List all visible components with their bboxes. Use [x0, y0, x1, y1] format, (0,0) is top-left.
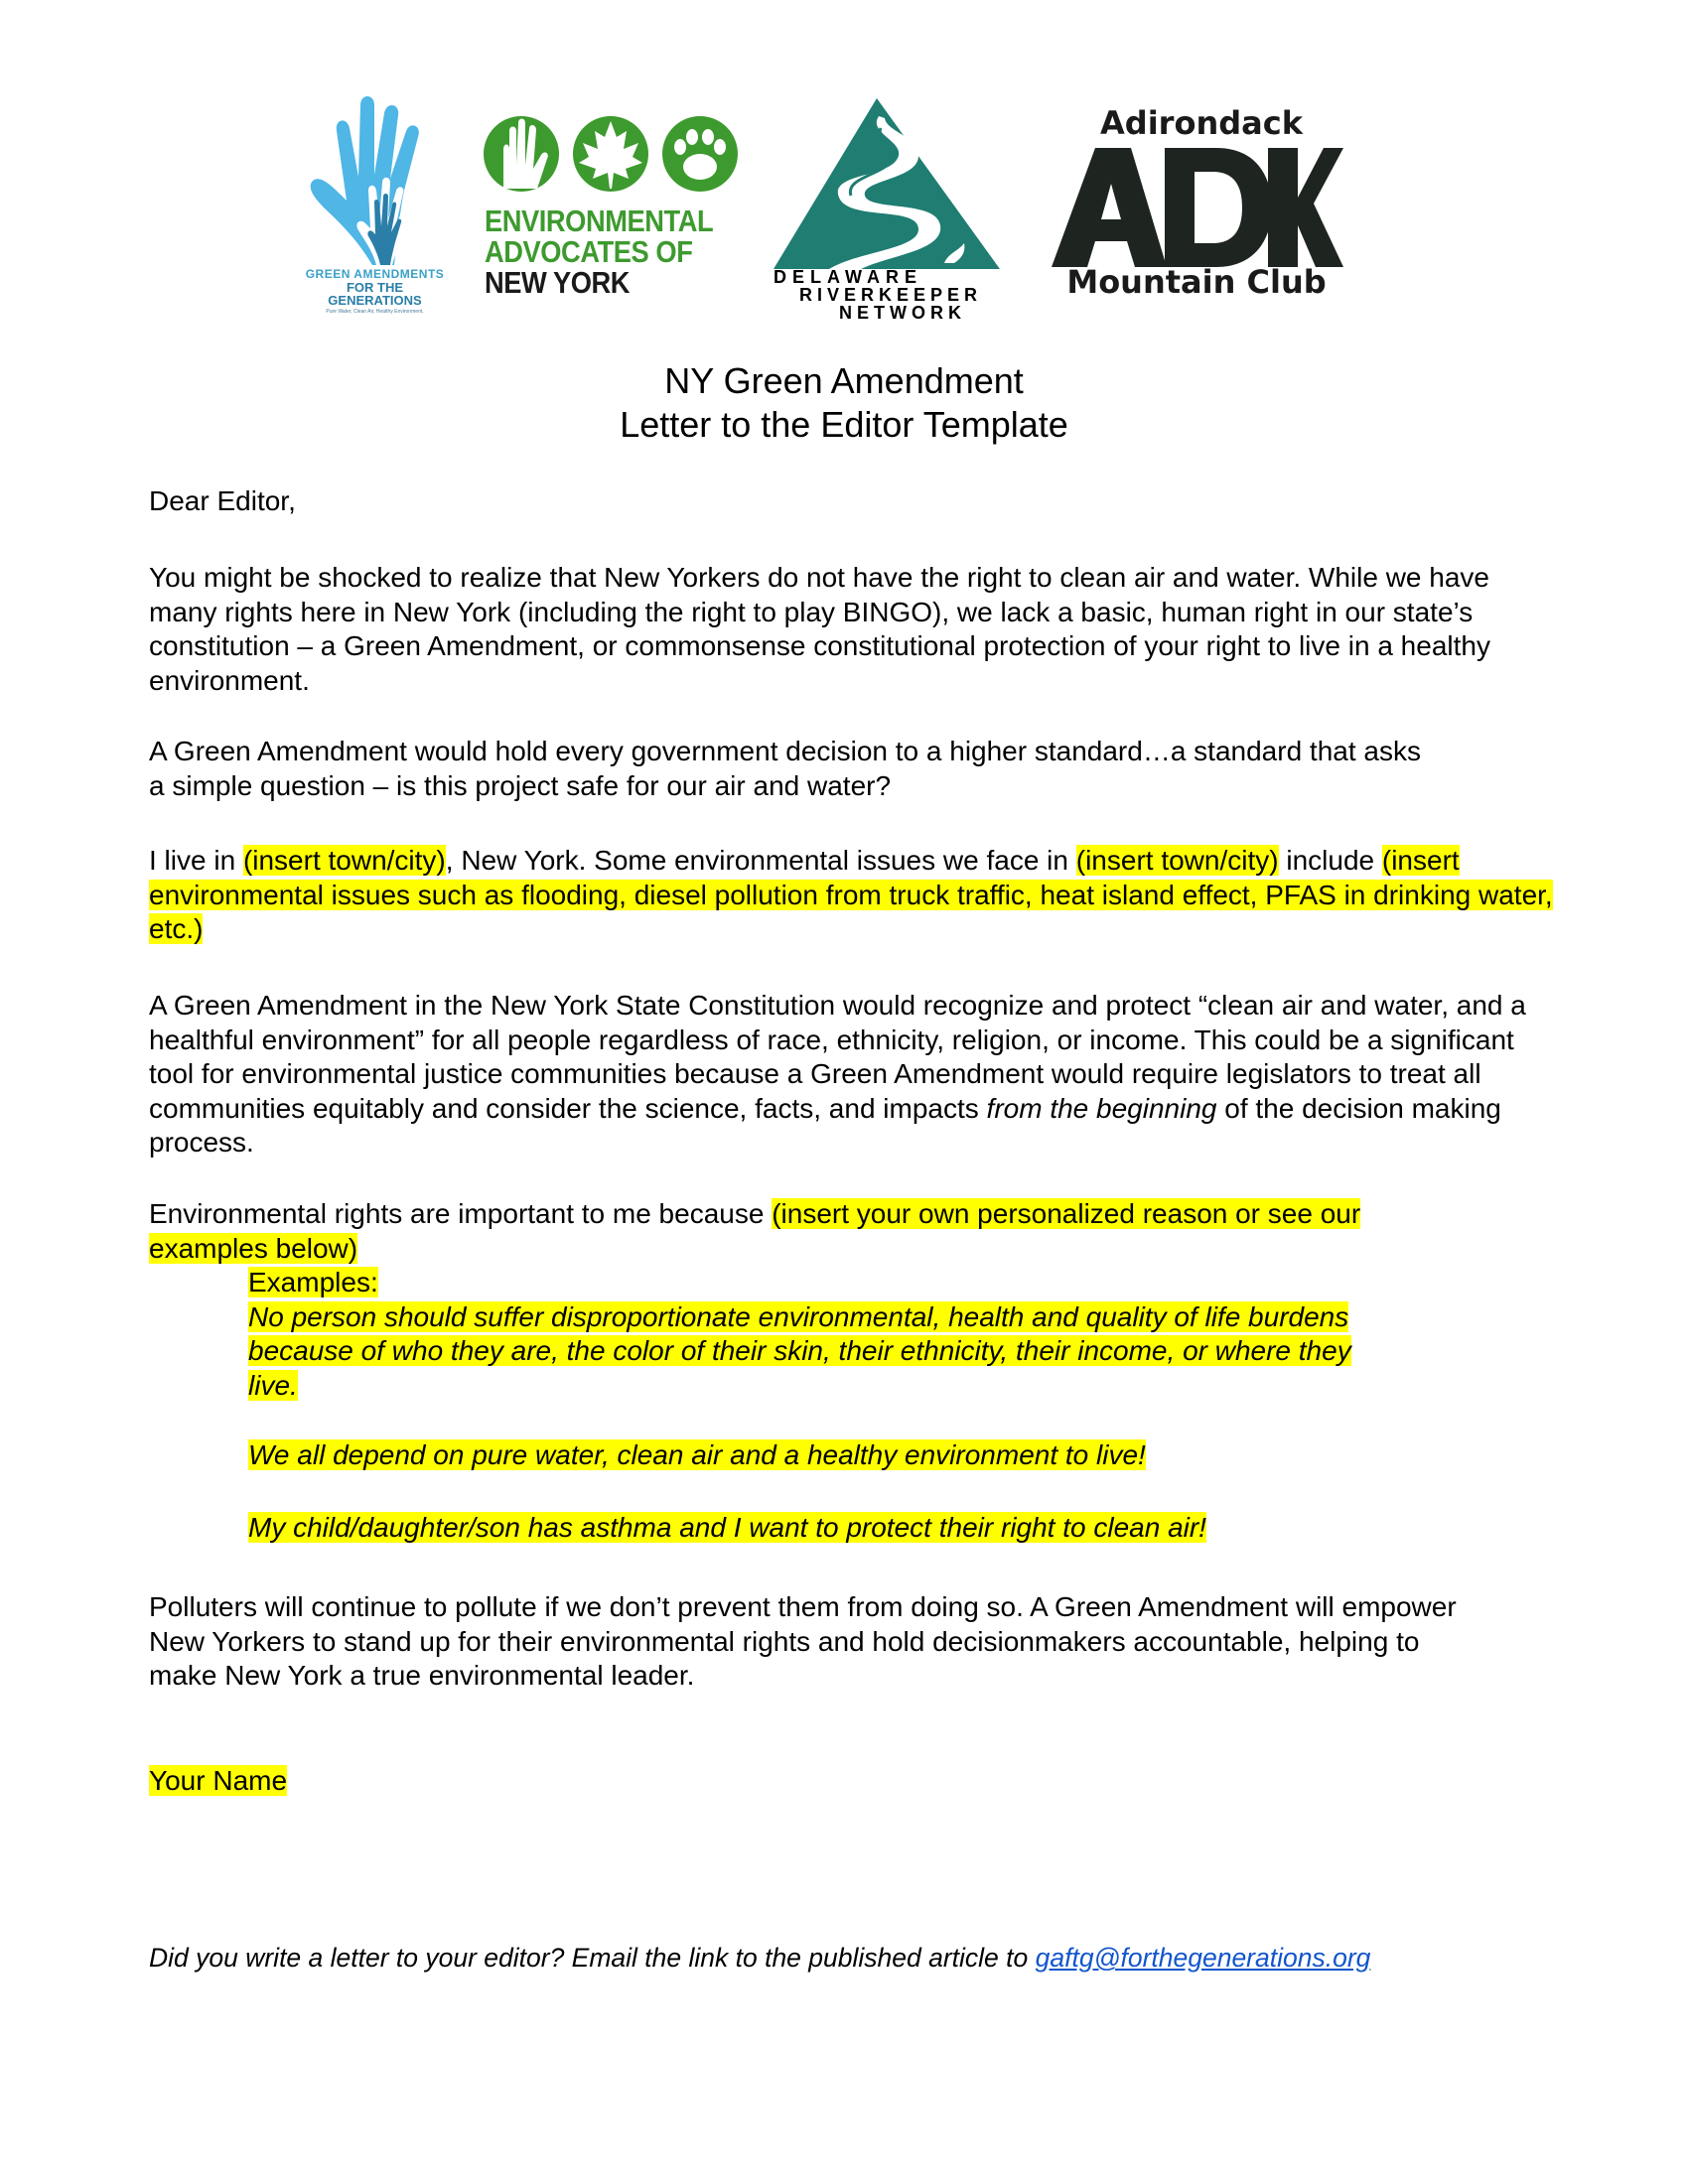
adk-logo-top-text: Adirondack [1100, 104, 1303, 142]
paragraph-intro: You might be shocked to realize that New Yorkers do not have the right to clean air and water. While we have many rights here in New York (including the right to play BINGO), we lack a basic, human right in our state’s constitution – a Green Amendment, or commonsense constitutional protection of your right to live in a healthy environment. [149, 562, 1490, 696]
reason-placeholder: (insert your own personalized reason or see [772, 1198, 1321, 1229]
drn-logo-line2: RIVERKEEPER [799, 285, 983, 305]
paragraph-closing: Polluters will continue to pollute if we don’t prevent them from doing so. A Green Amendment will empower New Yorkers to stand up for their environmental rights and hold decisionmakers accountable, helping to make New York a true environmental leader. [149, 1591, 1457, 1691]
examples-heading: Examples: [248, 1267, 378, 1297]
adirondack-mountain-club-logo [1048, 104, 1345, 313]
eany-icons [482, 109, 740, 199]
town-placeholder: (insert town/city) [242, 845, 446, 876]
paragraph-justice [149, 989, 1559, 1160]
green-amendments-logo [303, 91, 447, 320]
title-line1: NY Green Amendment [664, 360, 1024, 401]
gaftg-logo-tagline: Pure Water, Clean Air, Healthy Environment. [326, 308, 424, 315]
river-triangle-icon [770, 94, 1008, 273]
signature [149, 1764, 1559, 1799]
adk-logo-bottom-text: Mountain Club [1066, 263, 1327, 301]
reason-placeholder-end: examples below) [149, 1232, 358, 1264]
location-text-a: I live in [149, 845, 243, 876]
footer-text: Did you write a letter to your editor? Email the link to the published article to [149, 1943, 1036, 1973]
eany-logo-line2: ADVOCATES OF [485, 234, 693, 269]
eany-logo-line1: ENVIRONMENTAL [485, 204, 714, 238]
justice-text-a: A Green Amendment in the New York State Constitution would recognize and protect “clean air and water, and a healthful environment” for all people regardless of race, ethnicity, religion, or income. This could be a significant tool for environmental justice communities because a Green Amendment would require legislators to treat all communities equitably and consider the science, facts, and impacts [149, 990, 1526, 1124]
example-1: No person should suffer disproportionate environmental, health and quality of life burdens because of who they are, the color of their skin, their ethnicity, their income, or where they live. [248, 1300, 1351, 1401]
paragraph-standard: A Green Amendment would hold every government decision to a higher standard…a standard that asks a simple question – is this project safe for our air and water? [149, 736, 1421, 801]
salutation: Dear Editor, [149, 485, 296, 516]
reason-text: Environmental rights are important to me because [149, 1198, 773, 1229]
town-placeholder-2: (insert town/city) [1075, 845, 1279, 876]
location-text-c: , New York. Some environmental issues we face in [445, 845, 1076, 876]
location-text-e: include [1278, 845, 1382, 876]
gaftg-logo-line1: GREEN AMENDMENTS [305, 267, 445, 281]
email-link[interactable]: gaftg@forthegenerations.org [1035, 1943, 1371, 1973]
reason-placeholder-our: our [1320, 1198, 1361, 1229]
signature-placeholder: Your Name [149, 1765, 288, 1796]
example-2: We all depend on pure water, clean air and a healthy environment to live! [248, 1439, 1146, 1470]
issues-placeholder: (insert environmental issues such as flooding, diesel pollution from truck traffic, heat island effect, PFAS in drinking water, etc.) [149, 845, 1553, 944]
environmental-advocates-logo [482, 109, 740, 313]
eany-logo-line3: NEW YORK [485, 265, 631, 300]
footer-note [149, 1943, 1370, 1974]
hands-icon [303, 91, 447, 268]
paragraph-reason [149, 1197, 1440, 1266]
document-title [0, 359, 1688, 447]
title-line2: Letter to the Editor Template [620, 404, 1068, 445]
adk-mark-icon [1048, 142, 1345, 271]
paragraph-location [149, 844, 1559, 947]
gaftg-logo-line2: FOR THE GENERATIONS [328, 279, 422, 309]
delaware-riverkeeper-logo [770, 94, 1008, 333]
drn-logo-line3: NETWORK [839, 303, 966, 323]
examples-block [248, 1266, 1440, 1545]
justice-emphasis: from the beginning [986, 1092, 1217, 1124]
justice-text-b: of the decision making process. [149, 1092, 1501, 1158]
example-3: My child/daughter/son has asthma and I want to protect their right to clean air! [248, 1511, 1206, 1543]
drn-logo-line1: DELAWARE [774, 267, 923, 287]
